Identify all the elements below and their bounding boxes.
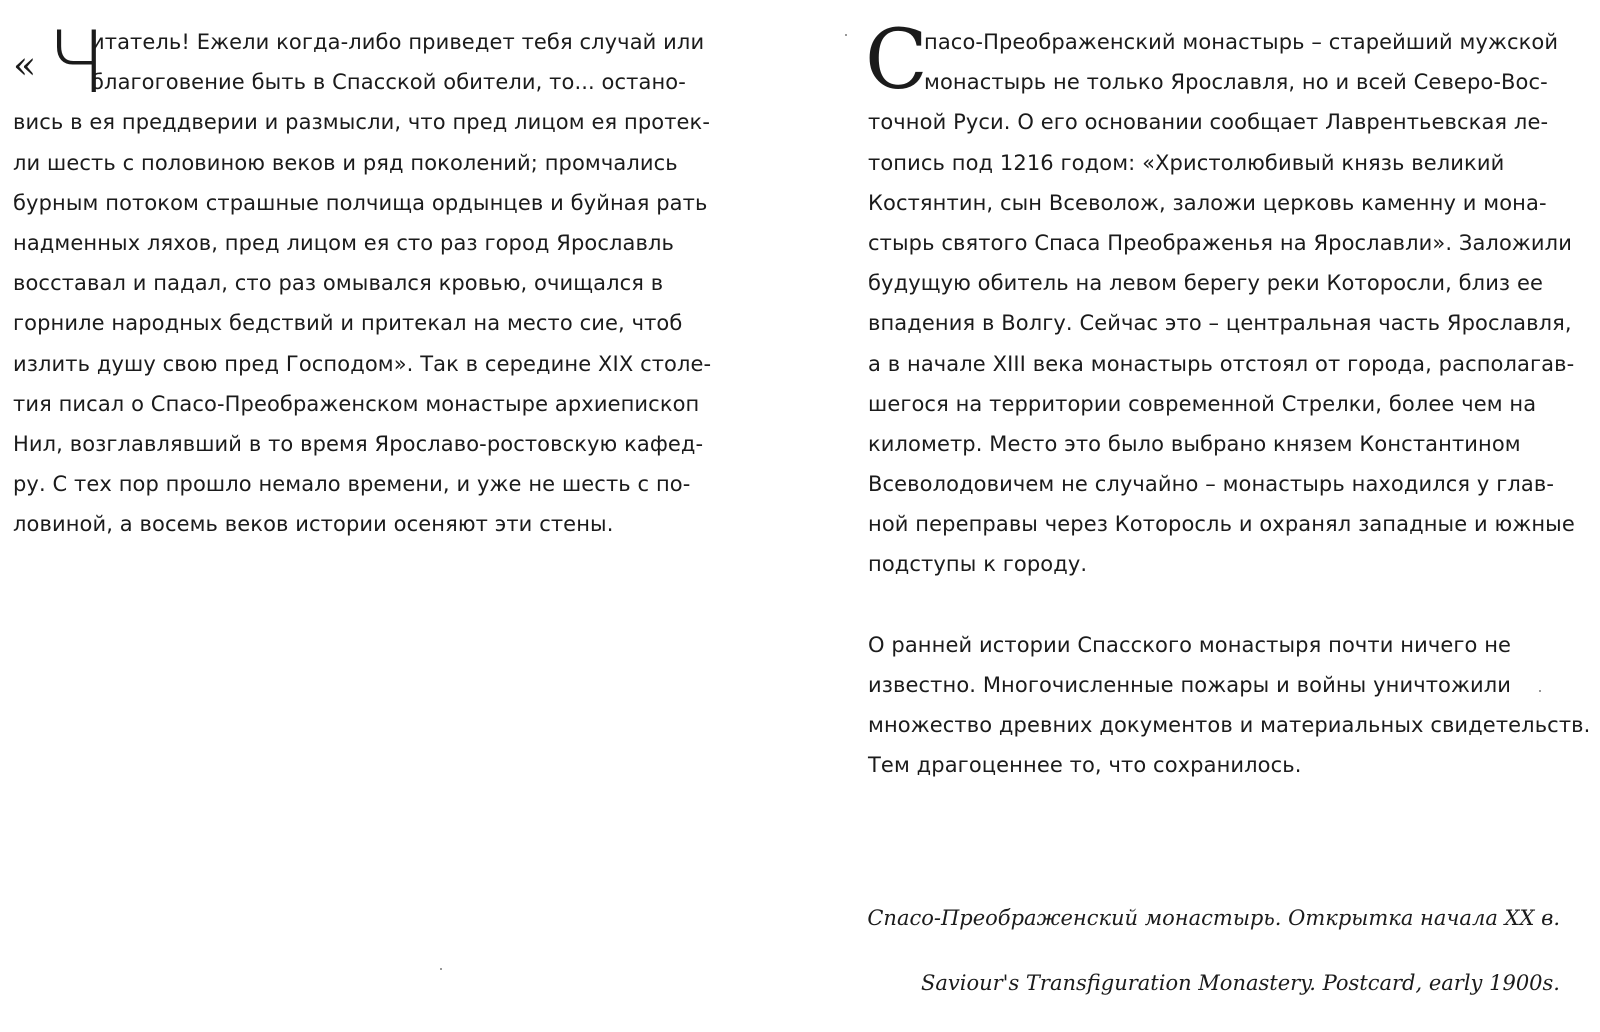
text-line: ловиной, а восемь веков истории осеняют эти стены.: [13, 512, 614, 537]
text-line: ли шесть с половиною веков и ряд поколений; промчались: [13, 150, 678, 175]
text-line: монастырь не только Ярославля, но и всей Северо-Вос-: [924, 70, 1548, 95]
text-line: впадения в Волгу. Сейчас это – центральная часть Ярославля,: [868, 311, 1572, 336]
text-line: тия писал о Спасо-Преображенском монастыре архиепископ: [13, 391, 700, 416]
text-line: излить душу свою пред Господом». Так в середине XIX столе-: [13, 351, 712, 376]
right-column: [865, 13, 1591, 785]
caption-english: Saviour's Transfiguration Monastery. Postcard, early 1900s.: [920, 971, 1560, 995]
text-line: Костянтин, сын Всеволож, заложи церковь каменну и мона-: [868, 190, 1547, 215]
right-paragraph-1: [868, 22, 1583, 585]
left-paragraph: [13, 13, 758, 544]
text-line: восставал и падал, сто раз омывался кровью, очищался в: [13, 271, 664, 296]
text-line: пасо-Преображенский монастырь – старейший мужской: [924, 30, 1559, 54]
scan-speck: [1539, 690, 1541, 692]
text-line: стырь святого Спаса Преображенья на Ярославли». Заложили: [868, 230, 1572, 255]
right-dropcap-block: [865, 13, 928, 108]
right-paragraph-2: [868, 625, 1591, 786]
text-line: итатель! Ежели когда-либо приведет тебя случай или: [91, 30, 705, 54]
text-line: благоговение быть в Спасской обители, то... остано-: [91, 70, 686, 95]
left-drop-cap: Ч: [47, 13, 104, 113]
text-line: известно. Многочисленные пожары и войны уничтожили: [868, 672, 1512, 697]
text-line: Нил, возглавлявший в то время Ярославо-ростовскую кафед-: [13, 431, 704, 456]
text-line: бурным потоком страшные полчища ордынцев и буйная рать: [13, 190, 708, 215]
text-line: топись под 1216 годом: «Христолюбивый князь великий: [868, 150, 1505, 175]
text-line: шегося на территории современной Стрелки, более чем на: [868, 391, 1537, 416]
right-drop-cap: С: [865, 13, 928, 108]
text-line: надменных ляхов, пред лицом ея сто раз город Ярославль: [13, 230, 674, 255]
left-column: [13, 13, 758, 544]
text-line: подступы к городу.: [868, 552, 1088, 577]
text-line: а в начале XIII века монастырь отстоял от города, располагав-: [868, 351, 1575, 376]
text-line: километр. Место это было выбрано князем Константином: [868, 431, 1521, 456]
left-dropcap-block: [13, 13, 104, 113]
text-line: точной Руси. О его основании сообщает Лаврентьевская ле-: [868, 110, 1549, 135]
text-line: горниле народных бедствий и притекал на место сие, чтоб: [13, 311, 683, 336]
caption-russian: Спасо-Преображенский монастырь. Открытка начала XX в.: [867, 906, 1560, 930]
scan-speck: [845, 34, 847, 36]
text-line: ной переправы через Которосль и охранял западные и южные: [868, 512, 1575, 537]
scan-speck: [440, 968, 442, 970]
text-line: будущую обитель на левом берегу реки Которосли, близ ее: [868, 271, 1544, 296]
text-line: множество древних документов и материальных свидетельств.: [868, 713, 1591, 737]
text-line: ру. С тех пор прошло немало времени, и уже не шесть с по-: [13, 472, 691, 497]
text-line: вись в ея преддверии и размысли, что пред лицом ея протек-: [13, 110, 711, 135]
opening-quote-mark: «: [13, 43, 37, 87]
text-line: Тем драгоценнее то, что сохранилось.: [868, 753, 1302, 778]
text-line: О ранней истории Спасского монастыря почти ничего не: [868, 632, 1512, 657]
text-line: Всеволодовичем не случайно – монастырь находился у глав-: [868, 472, 1555, 497]
